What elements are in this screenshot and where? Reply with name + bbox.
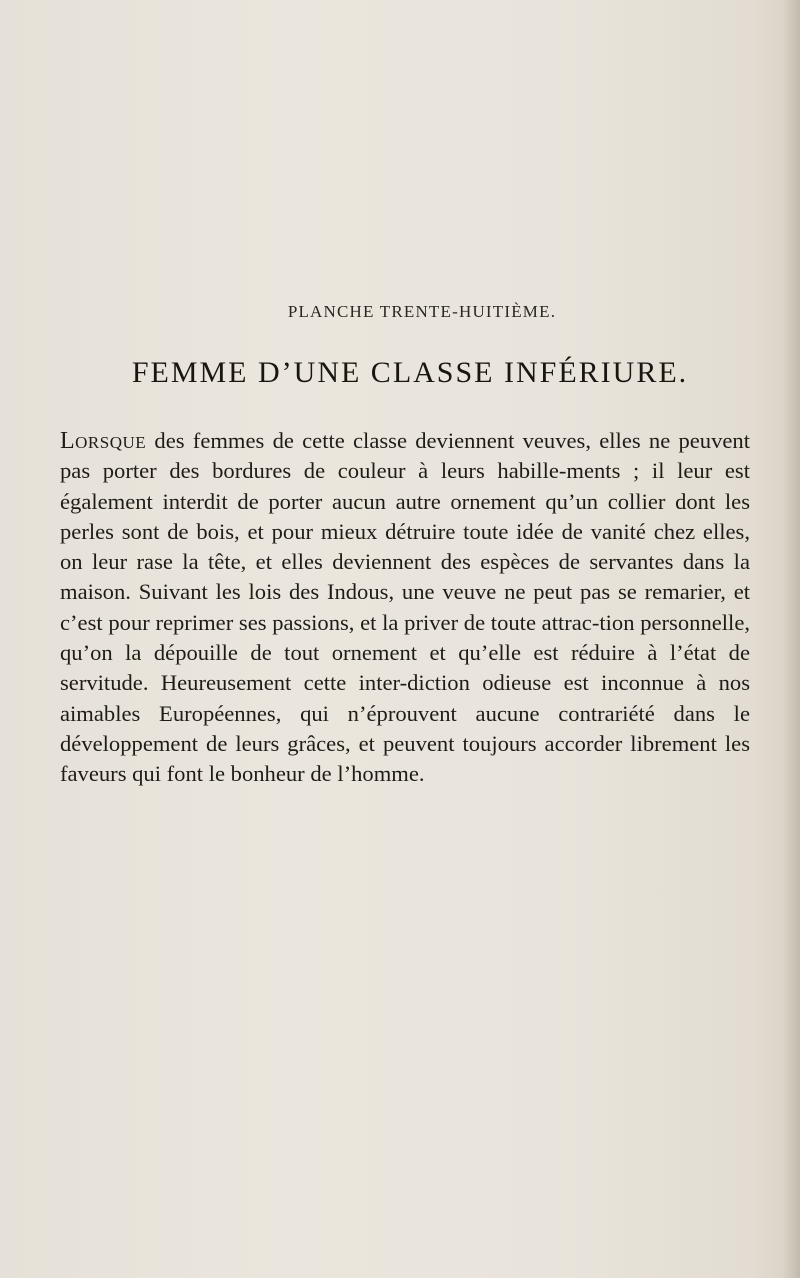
body-text: des femmes de cette classe deviennent veuves, elles ne peuvent pas porter des bordures de couleur à leurs habille-ments ; il leur est également interdit de porter aucun autre ornement qu’un collier dont les perles sont de bois, et pour mieux détruire toute idée de vanité chez elles, on leur rase la tête, et elles deviennent des espèces de servantes dans la maison. Suivant les lois des Indous, une veuve ne peut pas se remarier, et c’est pour reprimer ses passions, et la priver de toute attrac-tion personnelle, qu’on la dépouille de tout ornement et qu’elle est réduire à l’état de servitude. Heureusement cette inter-diction odieuse est inconnue à nos aimables Européennes, qui n’éprouvent aucune contrariété dans le développement de leurs grâces, et peuvent toujours accorder librement les faveurs qui font le bonheur de l’homme. bbox=[60, 428, 750, 787]
page-edge-shadow bbox=[782, 0, 800, 1278]
body-paragraph bbox=[60, 426, 750, 790]
plate-heading: PLANCHE TRENTE-HUITIÈME. bbox=[287, 302, 557, 321]
lead-word: Lorsque bbox=[60, 428, 147, 454]
page-title: FEMME D’UNE CLASSE INFÉRIURE. bbox=[131, 356, 689, 389]
